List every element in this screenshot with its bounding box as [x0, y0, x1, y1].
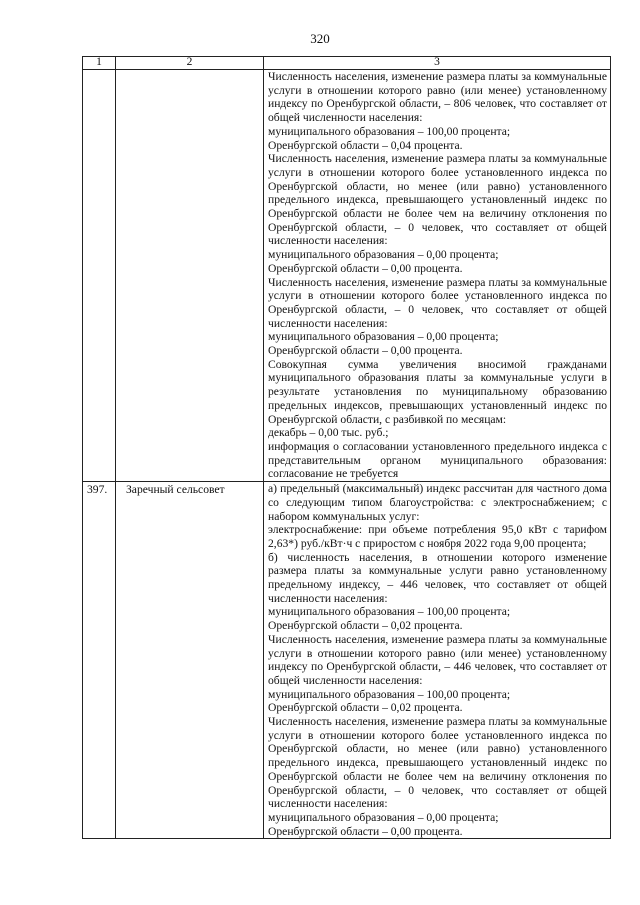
row-number: 397.	[83, 482, 116, 839]
row-description	[264, 70, 611, 482]
paragraph: электроснабжение: при объеме потребления 95,0 кВт с тарифом 2,63*) руб./кВт·ч с приростом с ноября 2022 года 9,00 процента;	[268, 523, 607, 550]
data-table	[82, 56, 611, 839]
paragraph: Оренбургской области – 0,02 процента.	[268, 619, 463, 633]
row-number	[83, 70, 116, 482]
paragraph: муниципального образования – 0,00 процента;	[268, 810, 499, 824]
paragraph: а) предельный (максимальный) индекс рассчитан для частного дома со следующим типом благоустройства: с электроснабжением; с набором коммунальных услуг:	[268, 482, 607, 523]
paragraph: муниципального образования – 0,00 процента;	[268, 248, 499, 262]
paragraph: муниципального образования – 100,00 процента;	[268, 687, 511, 701]
paragraph: Оренбургской области – 0,00 процента.	[268, 344, 463, 358]
paragraph: Численность населения, изменение размера платы за коммунальные услуги в отношении которого равно (или менее) установленному индексу по Оренбургской области, – 446 человек, что составляет от общей численности населения:	[268, 632, 607, 687]
paragraph: информация о согласовании установленного предельного индекса с представительным органом муниципального образования: согласование не требуется	[268, 439, 607, 481]
paragraph: Численность населения, изменение размера платы за коммунальные услуги в отношении которого более установленного индекса по Оренбургской области, – 0 человек, что составляет от общей численности населения:	[268, 275, 607, 330]
paragraph: Численность населения, изменение размера платы за коммунальные услуги в отношении которого более установленного индекса по Оренбургской области, но менее (или равно) установленного предельного индекса, превышающего установленный индекс по Оренбургской области не более чем на величину отклонения по Оренбургской области, – 0 человек, что составляет от общей численности населения:	[268, 152, 607, 248]
column-header-1: 1	[83, 57, 116, 70]
paragraph: Оренбургской области – 0,00 процента.	[268, 261, 463, 275]
page-number: 320	[310, 31, 330, 46]
column-header-2: 2	[116, 57, 264, 70]
paragraph: муниципального образования – 100,00 процента;	[268, 605, 511, 619]
column-header-3: 3	[264, 57, 611, 70]
paragraph: Оренбургской области – 0,00 процента.	[268, 824, 463, 838]
paragraph: Численность населения, изменение размера платы за коммунальные услуги в отношении которого равно (или менее) установленному индексу по Оренбургской области, – 806 человек, что составляет от общей численности населения:	[268, 70, 607, 125]
municipality-name: Заречный сельсовет	[116, 482, 264, 839]
table-row	[83, 70, 611, 482]
paragraph: муниципального образования – 100,00 процента;	[268, 124, 511, 138]
paragraph: Оренбургской области – 0,02 процента.	[268, 701, 463, 715]
paragraph: муниципального образования – 0,00 процента;	[268, 330, 499, 344]
table-row	[83, 482, 611, 839]
paragraph: Оренбургской области – 0,04 процента.	[268, 138, 463, 152]
paragraph: Численность населения, изменение размера платы за коммунальные услуги в отношении которого более установленного индекса по Оренбургской области, но менее (или равно) установленного предельного индекса, превышающего установленный индекс по Оренбургской области не более чем на величину отклонения по Оренбургской области, – 0 человек, что составляет от общей численности населения:	[268, 715, 607, 811]
paragraph: Совокупная сумма увеличения вносимой гражданами муниципального образования платы за коммунальные услуги в результате установления по муниципальному образованию предельных индексов, превышающих установленный индекс по Оренбургской области, с разбивкой по месяцам:	[268, 357, 607, 426]
table-header-row	[83, 57, 611, 70]
row-description	[264, 482, 611, 839]
paragraph: декабрь – 0,00 тыс. руб.;	[268, 426, 389, 440]
municipality-name	[116, 70, 264, 482]
paragraph: б) численность населения, в отношении которого изменение размера платы за коммунальные услуги равно установленному предельному индексу, – 446 человек, что составляет от общей численности населения:	[268, 550, 607, 605]
